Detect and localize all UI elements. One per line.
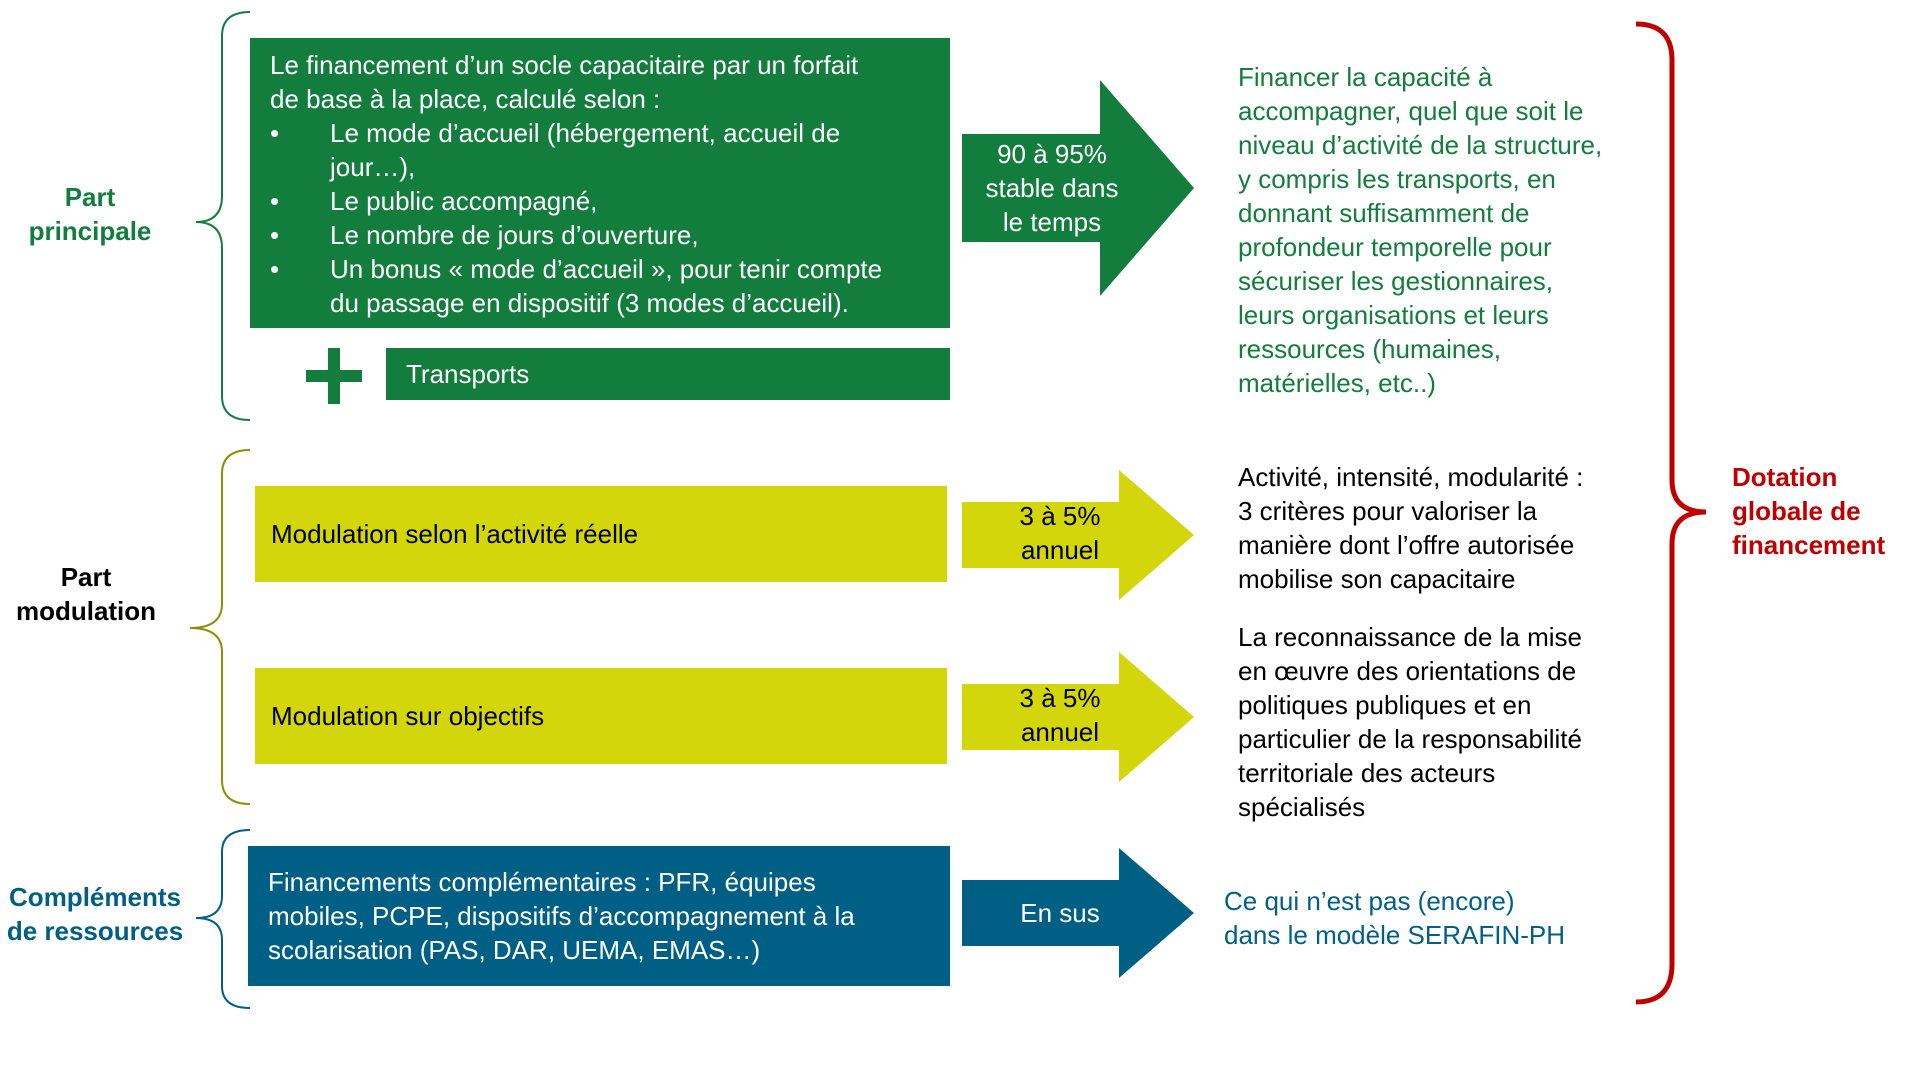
bullet-icon: • xyxy=(270,118,280,148)
arrow-complements-label xyxy=(990,880,1130,946)
arrow-line: En sus xyxy=(1020,898,1100,928)
label-line: Part xyxy=(60,562,112,592)
bullet-item xyxy=(270,218,930,252)
desc-line: Financer la capacité à xyxy=(1238,62,1493,92)
desc-line: niveau d’activité de la structure, xyxy=(1238,130,1603,160)
arrow-modulation-objectifs-label xyxy=(990,681,1130,749)
bullet-icon: • xyxy=(270,220,280,250)
arrow-line: le temps xyxy=(1002,207,1102,237)
label-line: globale de xyxy=(1732,496,1861,526)
label-line: principale xyxy=(28,216,152,246)
desc-line: Ce qui n’est pas (encore) xyxy=(1224,886,1515,916)
text-line: de base à la place, calculé selon : xyxy=(270,84,661,114)
transports-box xyxy=(386,348,950,400)
desc-line: spécialisés xyxy=(1238,792,1366,822)
label-dotation-globale xyxy=(1732,460,1908,562)
desc-modulation-activite xyxy=(1238,460,1638,596)
desc-line: dans le modèle SERAFIN-PH xyxy=(1224,920,1566,950)
bullet-item xyxy=(270,184,930,218)
desc-line: particulier de la responsabilité xyxy=(1238,724,1582,754)
transports-label: Transports xyxy=(406,359,530,389)
desc-principale xyxy=(1238,60,1638,400)
bullet-item xyxy=(270,252,930,320)
text-line: jour…), xyxy=(330,152,416,182)
modulation-objectifs-box xyxy=(255,668,947,764)
socle-intro xyxy=(270,48,930,116)
plus-icon xyxy=(306,348,362,404)
label-line: Part xyxy=(64,182,116,212)
desc-line: manière dont l’offre autorisée xyxy=(1238,530,1575,560)
desc-line: Activité, intensité, modularité : xyxy=(1238,462,1584,492)
text-line: Le mode d’accueil (hébergement, accueil de xyxy=(330,118,841,148)
arrow-modulation-activite-label xyxy=(990,499,1130,567)
desc-line: matérielles, etc..) xyxy=(1238,368,1436,398)
text-line: mobiles, PCPE, dispositifs d’accompagnement à la xyxy=(268,901,855,931)
financements-complementaires-box xyxy=(248,846,950,986)
desc-line: mobilise son capacitaire xyxy=(1238,564,1516,594)
box-label: Modulation sur objectifs xyxy=(271,701,545,731)
desc-line: donnant suffisamment de xyxy=(1238,198,1530,228)
arrow-principale-label xyxy=(962,134,1142,242)
desc-line: profondeur temporelle pour xyxy=(1238,232,1552,262)
label-part-modulation xyxy=(6,560,166,628)
bullet-icon: • xyxy=(270,254,280,284)
label-line: modulation xyxy=(15,596,157,626)
arrow-line: stable dans xyxy=(985,173,1119,203)
text-line: Un bonus « mode d’accueil », pour tenir compte xyxy=(330,254,883,284)
arrow-line: annuel xyxy=(1020,717,1100,747)
label-complements xyxy=(0,880,190,948)
desc-line: leurs organisations et leurs xyxy=(1238,300,1549,330)
desc-line: sécuriser les gestionnaires, xyxy=(1238,266,1554,296)
label-line: de ressources xyxy=(6,916,184,946)
text-line: Le nombre de jours d’ouverture, xyxy=(330,220,699,250)
arrow-line: 90 à 95% xyxy=(997,139,1107,169)
desc-line: accompagner, quel que soit le xyxy=(1238,96,1584,126)
desc-modulation-objectifs xyxy=(1238,620,1638,824)
label-part-principale xyxy=(10,180,170,248)
box-label: Modulation selon l’activité réelle xyxy=(271,519,639,549)
text-line: scolarisation (PAS, DAR, UEMA, EMAS…) xyxy=(268,935,761,965)
arrow-line: 3 à 5% xyxy=(1019,683,1101,713)
bullet-icon: • xyxy=(270,186,280,216)
arrow-line: 3 à 5% xyxy=(1019,501,1101,531)
arrow-line: annuel xyxy=(1020,535,1100,565)
text-line: du passage en dispositif (3 modes d’accueil). xyxy=(330,288,849,318)
text-line: Financements complémentaires : PFR, équipes xyxy=(268,867,816,897)
desc-line: en œuvre des orientations de xyxy=(1238,656,1577,686)
text-line: Le public accompagné, xyxy=(330,186,598,216)
text-line: Le financement d’un socle capacitaire par un forfait xyxy=(270,50,859,80)
socle-capacitaire-box xyxy=(250,38,950,328)
desc-line: 3 critères pour valoriser la xyxy=(1238,496,1538,526)
desc-line: politiques publiques et en xyxy=(1238,690,1532,720)
label-line: financement xyxy=(1732,530,1886,560)
modulation-activite-box xyxy=(255,486,947,582)
bullet-item xyxy=(270,116,930,184)
socle-bullet-list xyxy=(270,116,930,320)
desc-line: ressources (humaines, xyxy=(1238,334,1501,364)
label-line: Compléments xyxy=(9,882,181,912)
complements-text xyxy=(268,865,855,967)
label-line: Dotation xyxy=(1732,462,1838,492)
desc-line: y compris les transports, en xyxy=(1238,164,1556,194)
desc-line: La reconnaissance de la mise xyxy=(1238,622,1582,652)
desc-line: territoriale des acteurs xyxy=(1238,758,1496,788)
desc-complements xyxy=(1224,884,1624,952)
